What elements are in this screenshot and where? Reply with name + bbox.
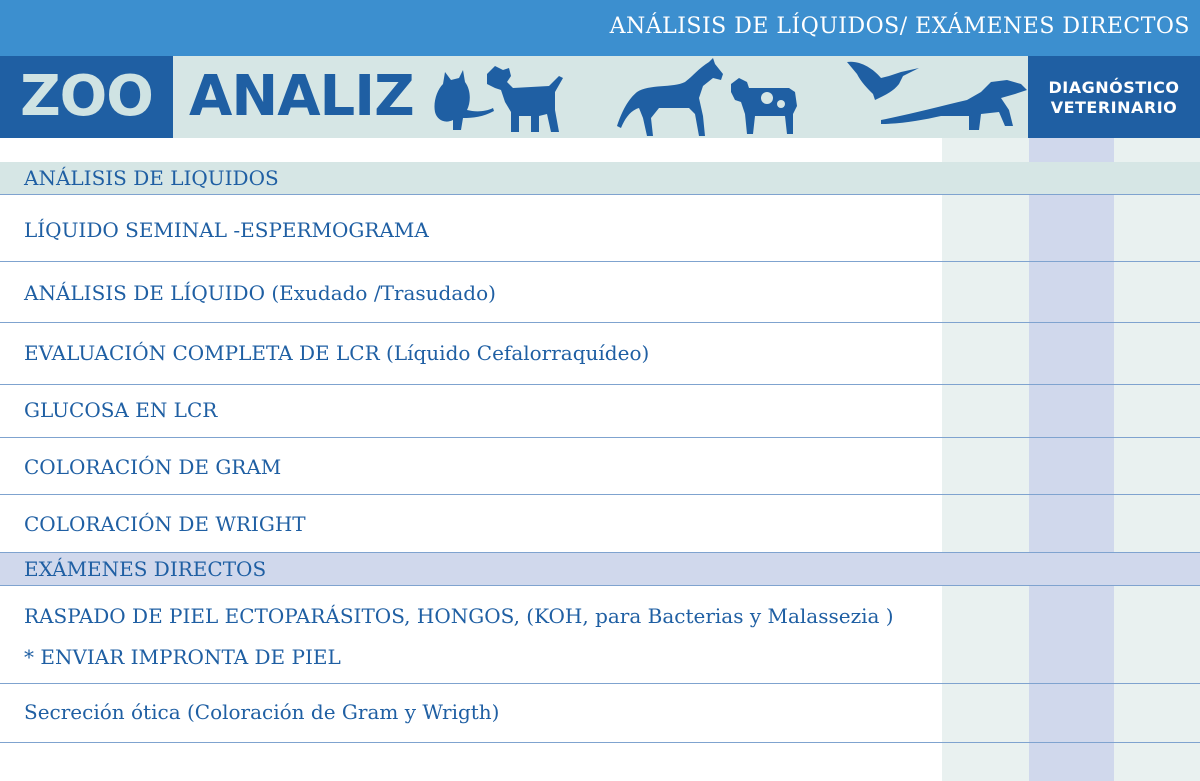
divider [0,437,1200,438]
list-item: ANÁLISIS DE LÍQUIDO (Exudado /Trasudado) [24,281,496,305]
list-item: EVALUACIÓN COMPLETA DE LCR (Líquido Cefalorraquídeo) [24,341,650,365]
dog-icon [483,62,565,136]
divider [0,742,1200,743]
page-title: ANÁLISIS DE LÍQUIDOS/ EXÁMENES DIRECTOS [609,14,1190,39]
list-item: LÍQUIDO SEMINAL -ESPERMOGRAMA [24,218,429,242]
list-item: Secreción ótica (Coloración de Gram y Wrigth) [24,700,500,724]
list-item: GLUCOSA EN LCR [24,398,218,422]
divider [0,384,1200,385]
brand-analiz: ANALIZ [189,64,414,129]
divider [0,494,1200,495]
brand-dx-line1: DIAGNÓSTICO [1048,78,1180,97]
result-column-3 [1114,138,1200,781]
divider [0,585,1200,586]
list-item: COLORACIÓN DE GRAM [24,455,282,479]
divider [0,322,1200,323]
result-column-2 [1029,138,1114,781]
list-item: COLORACIÓN DE WRIGHT [24,512,306,536]
list-item: * ENVIAR IMPRONTA DE PIEL [24,645,341,669]
section-header-liquidos: ANÁLISIS DE LIQUIDOS [0,162,1200,195]
list-item: RASPADO DE PIEL ECTOPARÁSITOS, HONGOS, (KOH, para Bacterias y Malassezia ) [24,604,894,628]
divider [0,261,1200,262]
header-bar [0,0,1200,56]
brand-zoo: ZOO [0,56,173,138]
divider [0,194,1200,195]
lizard-icon [881,80,1031,132]
divider [0,683,1200,684]
section-header-examenes: EXÁMENES DIRECTOS [0,553,1200,586]
brand-band [173,56,1028,138]
brand-diagnostico [1028,56,1200,138]
brand-dx-line2: VETERINARIO [1050,98,1178,117]
cow-icon [729,76,799,138]
horse-icon [613,58,725,138]
result-column-1 [942,138,1029,781]
